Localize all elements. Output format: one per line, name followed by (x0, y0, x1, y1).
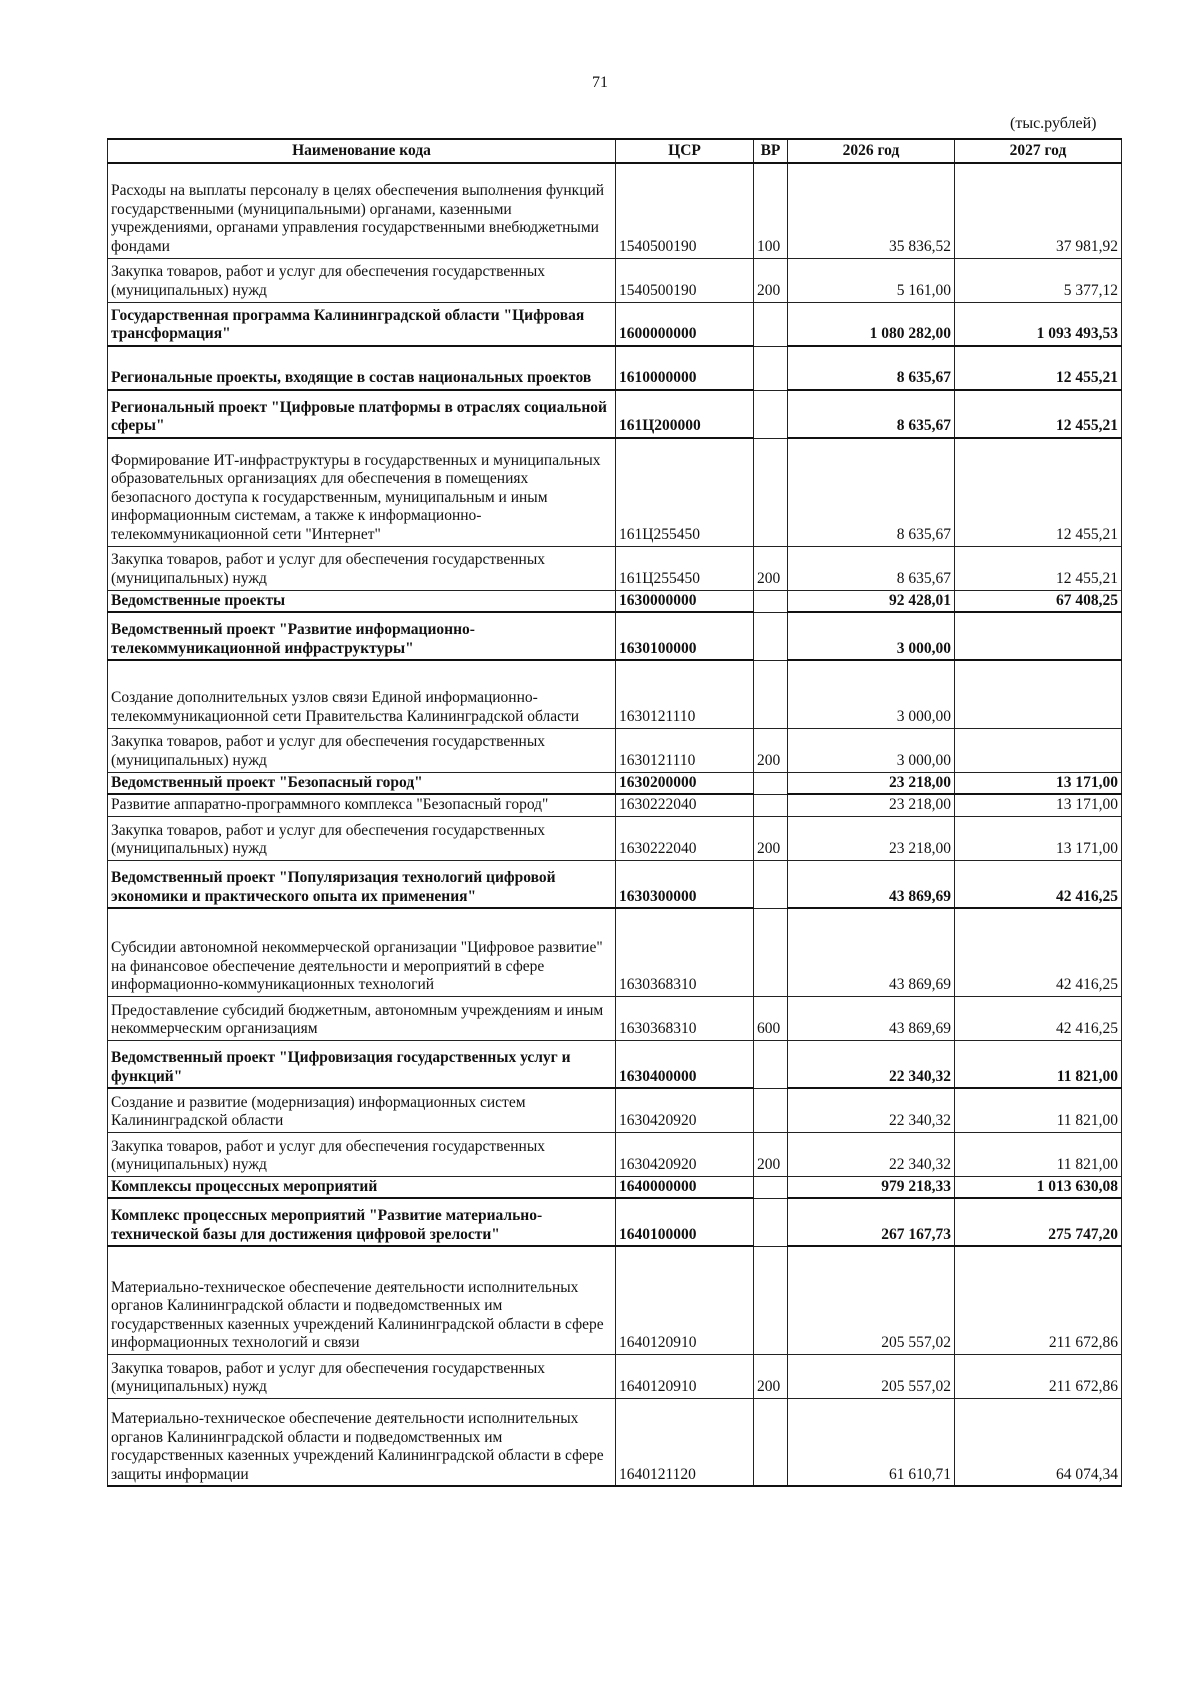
units-label: (тыс.рублей) (1010, 115, 1097, 132)
row-value-2026: 92 428,01 (788, 590, 955, 612)
row-value-2027: 42 416,25 (955, 860, 1122, 908)
row-csr: 1630368310 (616, 908, 754, 996)
row-value-2027 (955, 728, 1122, 772)
table-row (108, 1176, 1122, 1198)
row-csr: 1640100000 (616, 1198, 754, 1246)
row-csr: 1630222040 (616, 794, 754, 816)
row-value-2027 (955, 660, 1122, 728)
row-vr (754, 390, 788, 438)
row-vr (754, 1176, 788, 1198)
row-vr (754, 772, 788, 794)
row-csr: 161Ц255450 (616, 438, 754, 546)
row-vr (754, 794, 788, 816)
row-vr (754, 1088, 788, 1132)
row-name: Субсидии автономной некоммерческой организации "Цифровое развитие" на финансовое обеспечение деятельности и мероприятий в сфере информационно-коммуникационных технологий (108, 908, 616, 996)
row-csr: 1540500190 (616, 163, 754, 258)
row-csr: 1630000000 (616, 590, 754, 612)
row-value-2027: 11 821,00 (955, 1040, 1122, 1088)
row-value-2026: 267 167,73 (788, 1198, 955, 1246)
row-name: Создание дополнительных узлов связи Единой информационно-телекоммуникационной сети Правительства Калининградской области (108, 660, 616, 728)
row-value-2026: 8 635,67 (788, 438, 955, 546)
row-value-2027: 67 408,25 (955, 590, 1122, 612)
row-value-2026: 3 000,00 (788, 612, 955, 660)
row-name: Закупка товаров, работ и услуг для обеспечения государственных (муниципальных) нужд (108, 728, 616, 772)
row-name: Региональный проект "Цифровые платформы в отраслях социальной сферы" (108, 390, 616, 438)
row-value-2026: 23 218,00 (788, 794, 955, 816)
row-name: Закупка товаров, работ и услуг для обеспечения государственных (муниципальных) нужд (108, 1132, 616, 1176)
table-row (108, 1246, 1122, 1354)
row-value-2027: 211 672,86 (955, 1354, 1122, 1398)
table-row (108, 346, 1122, 390)
row-value-2026: 22 340,32 (788, 1040, 955, 1088)
row-value-2027: 1 013 630,08 (955, 1176, 1122, 1198)
row-value-2026: 22 340,32 (788, 1088, 955, 1132)
row-vr (754, 590, 788, 612)
table-header-row (108, 139, 1122, 163)
row-value-2026: 8 635,67 (788, 346, 955, 390)
page-number: 71 (592, 74, 608, 91)
row-value-2027: 13 171,00 (955, 816, 1122, 860)
row-vr (754, 908, 788, 996)
row-csr: 1630222040 (616, 816, 754, 860)
row-name: Материально-техническое обеспечение деятельности исполнительных органов Калининградской области и подведомственных им государственных казенных учреждений Калининградской области в сфере информационных технологий и связи (108, 1246, 616, 1354)
table-row (108, 590, 1122, 612)
row-name: Расходы на выплаты персоналу в целях обеспечения выполнения функций государственными (муниципальными) органами, казенными учреждениями, органами управления государственными внебюджетными фондами (108, 163, 616, 258)
table-row (108, 546, 1122, 590)
header-2026: 2026 год (788, 139, 955, 163)
row-vr: 100 (754, 163, 788, 258)
row-csr: 1640121120 (616, 1398, 754, 1486)
row-vr (754, 660, 788, 728)
row-csr: 1640000000 (616, 1176, 754, 1198)
row-value-2027: 12 455,21 (955, 390, 1122, 438)
row-name: Комплексы процессных мероприятий (108, 1176, 616, 1198)
row-vr: 200 (754, 816, 788, 860)
row-vr (754, 438, 788, 546)
table-row (108, 1398, 1122, 1486)
table-row (108, 258, 1122, 302)
table-body (108, 163, 1122, 1486)
header-name: Наименование кода (108, 139, 616, 163)
row-value-2027: 11 821,00 (955, 1132, 1122, 1176)
row-value-2026: 3 000,00 (788, 728, 955, 772)
row-name: Закупка товаров, работ и услуг для обеспечения государственных (муниципальных) нужд (108, 1354, 616, 1398)
row-value-2027: 64 074,34 (955, 1398, 1122, 1486)
row-vr (754, 1198, 788, 1246)
row-name: Ведомственные проекты (108, 590, 616, 612)
row-value-2026: 35 836,52 (788, 163, 955, 258)
table-row (108, 816, 1122, 860)
row-name: Развитие аппаратно-программного комплекса "Безопасный город" (108, 794, 616, 816)
row-vr (754, 302, 788, 346)
row-value-2026: 205 557,02 (788, 1246, 955, 1354)
row-value-2026: 5 161,00 (788, 258, 955, 302)
row-csr: 1630121110 (616, 728, 754, 772)
table-row (108, 1132, 1122, 1176)
row-value-2027: 13 171,00 (955, 772, 1122, 794)
row-value-2027: 42 416,25 (955, 908, 1122, 996)
row-csr: 1630420920 (616, 1132, 754, 1176)
row-value-2027: 1 093 493,53 (955, 302, 1122, 346)
row-vr (754, 1246, 788, 1354)
row-name: Ведомственный проект "Безопасный город" (108, 772, 616, 794)
row-value-2026: 43 869,69 (788, 996, 955, 1040)
row-value-2027: 5 377,12 (955, 258, 1122, 302)
row-csr: 1630368310 (616, 996, 754, 1040)
row-csr: 1630200000 (616, 772, 754, 794)
row-csr: 161Ц255450 (616, 546, 754, 590)
table-row (108, 438, 1122, 546)
row-value-2026: 43 869,69 (788, 860, 955, 908)
row-vr: 200 (754, 728, 788, 772)
row-csr: 1630300000 (616, 860, 754, 908)
row-vr (754, 346, 788, 390)
row-name: Формирование ИТ-инфраструктуры в государственных и муниципальных образовательных организациях для обеспечения в помещениях безопасного доступа к государственным, муниципальным и иным информационным системам, а также к информационно-телекоммуникационной сети "Интернет" (108, 438, 616, 546)
row-value-2026: 205 557,02 (788, 1354, 955, 1398)
row-value-2026: 22 340,32 (788, 1132, 955, 1176)
header-2027: 2027 год (955, 139, 1122, 163)
row-vr: 200 (754, 258, 788, 302)
row-value-2026: 1 080 282,00 (788, 302, 955, 346)
row-vr: 200 (754, 546, 788, 590)
row-value-2027: 42 416,25 (955, 996, 1122, 1040)
row-value-2027: 275 747,20 (955, 1198, 1122, 1246)
row-value-2027: 13 171,00 (955, 794, 1122, 816)
row-value-2027: 12 455,21 (955, 546, 1122, 590)
row-vr: 200 (754, 1354, 788, 1398)
table-row (108, 660, 1122, 728)
row-vr (754, 1040, 788, 1088)
header-vr: ВР (754, 139, 788, 163)
table-row (108, 772, 1122, 794)
row-value-2026: 3 000,00 (788, 660, 955, 728)
row-name: Предоставление субсидий бюджетным, автономным учреждениям и иным некоммерческим организациям (108, 996, 616, 1040)
table-row (108, 390, 1122, 438)
header-csr: ЦСР (616, 139, 754, 163)
row-value-2027: 12 455,21 (955, 346, 1122, 390)
row-csr: 1610000000 (616, 346, 754, 390)
table-row (108, 1354, 1122, 1398)
row-csr: 1600000000 (616, 302, 754, 346)
row-csr: 1630100000 (616, 612, 754, 660)
table-row (108, 794, 1122, 816)
row-name: Региональные проекты, входящие в состав национальных проектов (108, 346, 616, 390)
row-vr (754, 860, 788, 908)
row-name: Ведомственный проект "Популяризация технологий цифровой экономики и практического опыта их применения" (108, 860, 616, 908)
row-csr: 1640120910 (616, 1246, 754, 1354)
table-row (108, 1198, 1122, 1246)
row-vr: 200 (754, 1132, 788, 1176)
row-value-2026: 23 218,00 (788, 772, 955, 794)
row-name: Комплекс процессных мероприятий "Развитие материально-технической базы для достижения цифровой зрелости" (108, 1198, 616, 1246)
table-row (108, 860, 1122, 908)
table-row (108, 996, 1122, 1040)
row-value-2026: 8 635,67 (788, 390, 955, 438)
row-value-2026: 23 218,00 (788, 816, 955, 860)
table-row (108, 728, 1122, 772)
row-value-2026: 61 610,71 (788, 1398, 955, 1486)
table-row (108, 612, 1122, 660)
row-value-2027: 12 455,21 (955, 438, 1122, 546)
row-name: Ведомственный проект "Развитие информационно-телекоммуникационной инфраструктуры" (108, 612, 616, 660)
row-name: Создание и развитие (модернизация) информационных систем Калининградской области (108, 1088, 616, 1132)
row-csr: 1630400000 (616, 1040, 754, 1088)
row-name: Материально-техническое обеспечение деятельности исполнительных органов Калининградской области и подведомственных им государственных казенных учреждений Калининградской области в сфере защиты информации (108, 1398, 616, 1486)
row-name: Закупка товаров, работ и услуг для обеспечения государственных (муниципальных) нужд (108, 258, 616, 302)
row-csr: 1640120910 (616, 1354, 754, 1398)
table-row (108, 163, 1122, 258)
budget-table (107, 138, 1122, 1487)
row-vr (754, 612, 788, 660)
table-row (108, 302, 1122, 346)
row-csr: 161Ц200000 (616, 390, 754, 438)
table-row (108, 908, 1122, 996)
row-name: Ведомственный проект "Цифровизация государственных услуг и функций" (108, 1040, 616, 1088)
row-value-2027: 211 672,86 (955, 1246, 1122, 1354)
table-row (108, 1040, 1122, 1088)
row-value-2026: 979 218,33 (788, 1176, 955, 1198)
row-name: Закупка товаров, работ и услуг для обеспечения государственных (муниципальных) нужд (108, 816, 616, 860)
row-value-2026: 43 869,69 (788, 908, 955, 996)
row-vr: 600 (754, 996, 788, 1040)
row-name: Государственная программа Калининградской области "Цифровая трансформация" (108, 302, 616, 346)
row-csr: 1540500190 (616, 258, 754, 302)
row-value-2027 (955, 612, 1122, 660)
row-csr: 1630420920 (616, 1088, 754, 1132)
row-value-2027: 11 821,00 (955, 1088, 1122, 1132)
row-value-2027: 37 981,92 (955, 163, 1122, 258)
row-csr: 1630121110 (616, 660, 754, 728)
row-value-2026: 8 635,67 (788, 546, 955, 590)
row-name: Закупка товаров, работ и услуг для обеспечения государственных (муниципальных) нужд (108, 546, 616, 590)
table-row (108, 1088, 1122, 1132)
row-vr (754, 1398, 788, 1486)
